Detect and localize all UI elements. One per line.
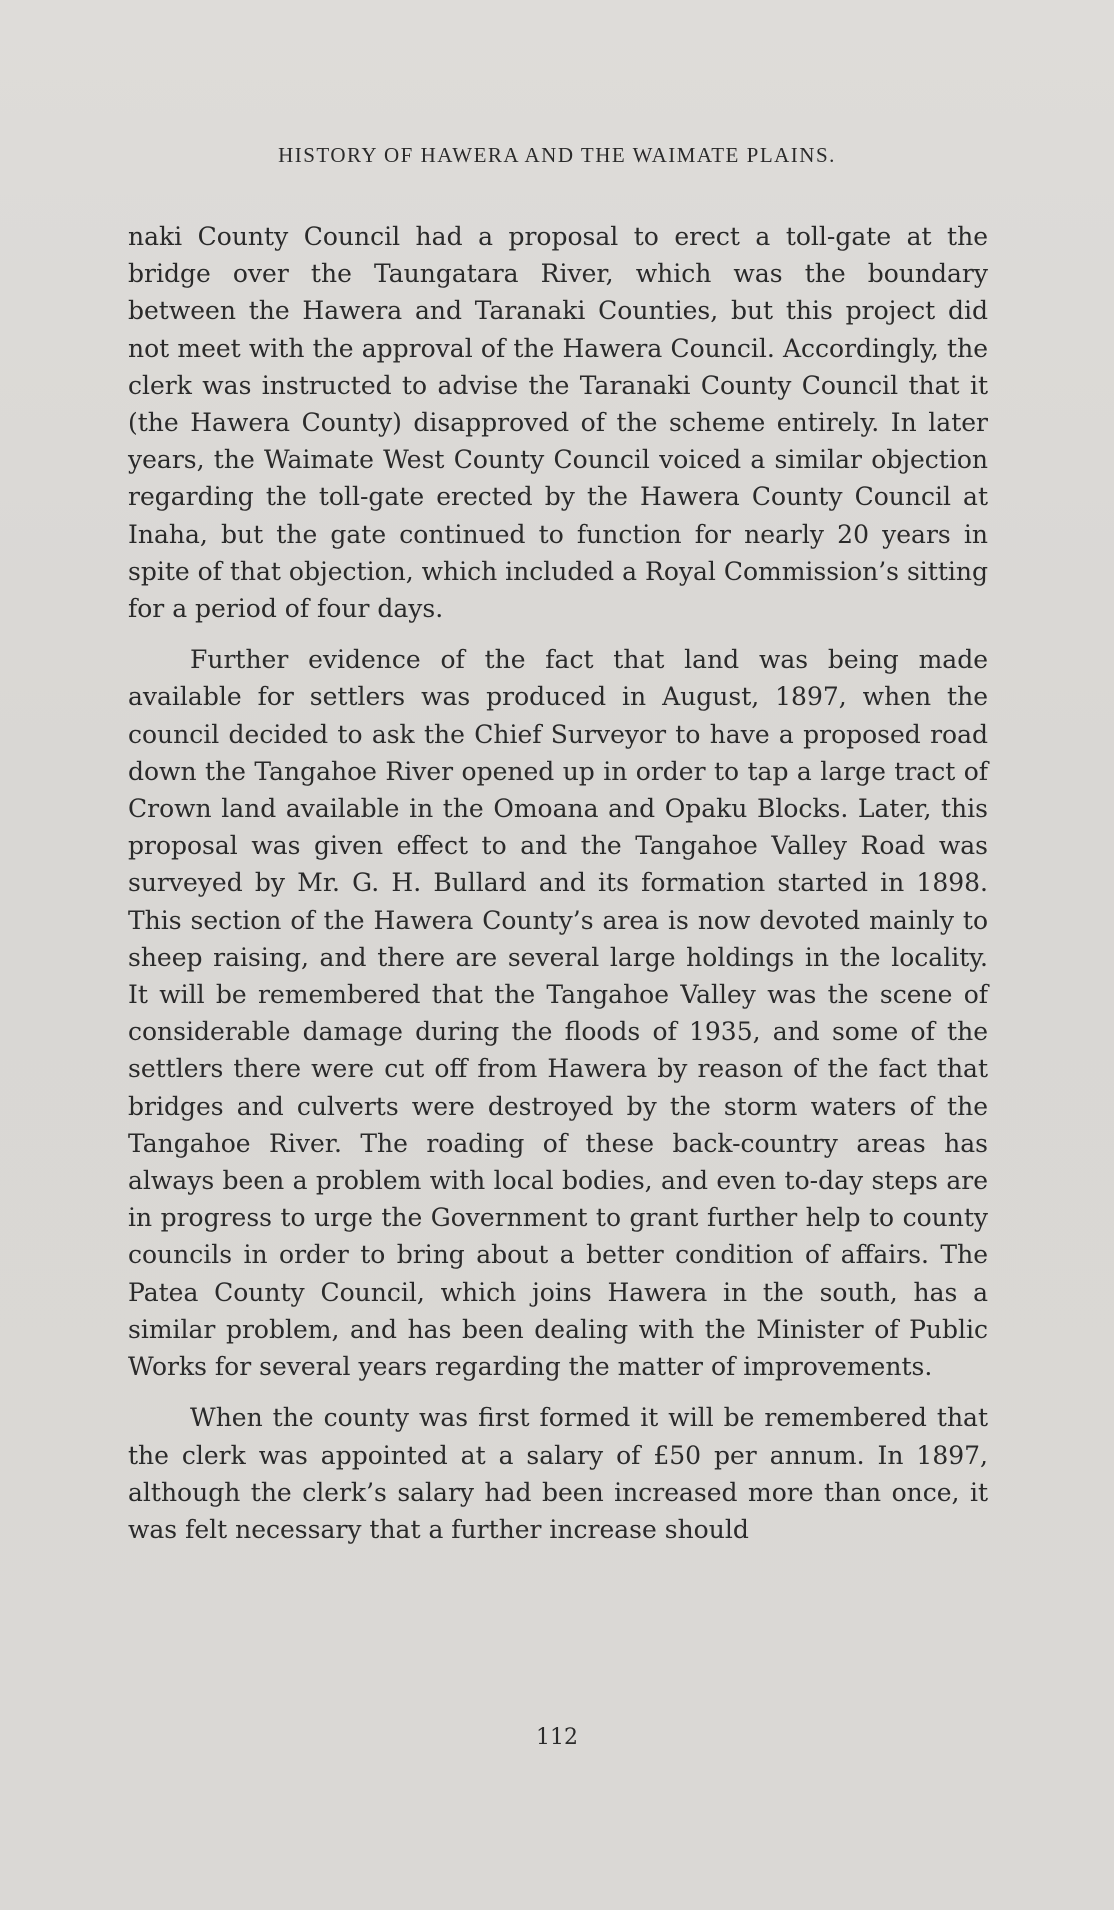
body-text xyxy=(128,218,988,1548)
page-number: 112 xyxy=(536,1725,578,1750)
paragraph: When the county was first formed it will be remembered that the clerk was appointed at a salary of £50 per annum. In 1897, although the clerk’s salary had been increased more than once, it was felt necessary that a further increase should xyxy=(128,1403,988,1544)
paragraph: Further evidence of the fact that land was being made available for settlers was produced in August, 1897, when the council decided to ask the Chief Surveyor to have a proposed road down the Tangahoe River opened up in order to tap a large tract of Crown land available in the Omoana and Opaku Blocks. Later, this proposal was given effect to and the Tangahoe Valley Road was surveyed by Mr. G. H. Bullard and its formation started in 1898. This section of the Hawera County’s area is now devoted mainly to sheep raising, and there are several large holdings in the locality. It will be remembered that the Tangahoe Valley was the scene of considerable damage during the floods of 1935, and some of the settlers there were cut off from Hawera by reason of the fact that bridges and culverts were destroyed by the storm waters of the Tangahoe River. The roading of these back-country areas has always been a problem with local bodies, and even to-day steps are in progress to urge the Government to grant further help to county councils in order to bring about a better condition of affairs. The Patea County Council, which joins Hawera in the south, has a similar problem, and has been dealing with the Minister of Public Works for several years regarding the matter of improvements. xyxy=(128,645,988,1382)
paragraph-continued: naki County Council had a proposal to erect a toll-gate at the bridge over the Taungatara River, which was the boundary between the Hawera and Taranaki Counties, but this project did not meet with the approval of the Hawera Council. Accordingly, the clerk was instructed to advise the Taranaki County Council that it (the Hawera County) disapproved of the scheme entirely. In later years, the Waimate West County Council voiced a similar objection regarding the toll-gate erected by the Hawera County Council at Inaha, but the gate continued to function for nearly 20 years in spite of that objection, which included a Royal Commission’s sitting for a period of four days. xyxy=(128,222,988,624)
running-head: HISTORY OF HAWERA AND THE WAIMATE PLAINS. xyxy=(278,143,836,167)
